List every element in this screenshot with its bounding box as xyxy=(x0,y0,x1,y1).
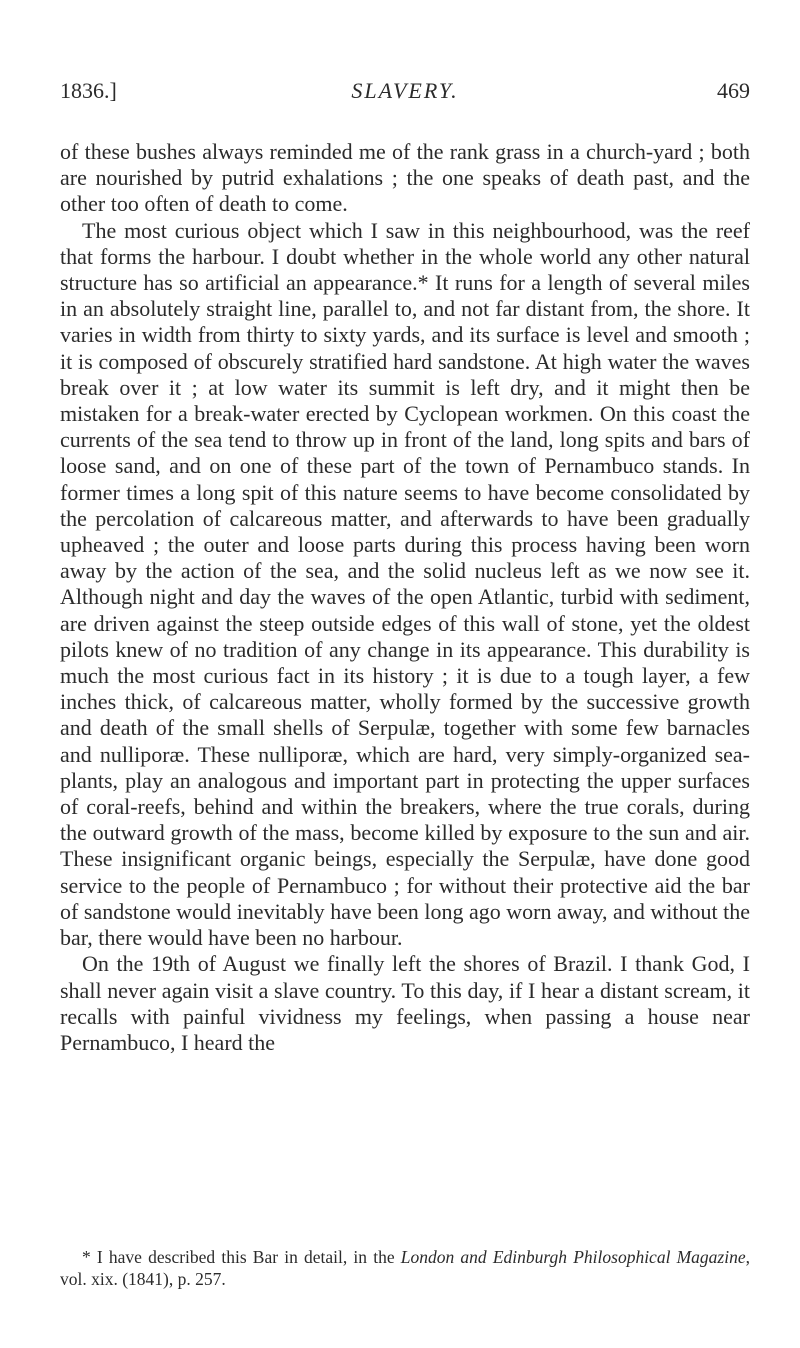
footnote-text-after: , vol. xix. (1841), p. 257. xyxy=(60,1247,750,1289)
footnote-text xyxy=(60,1246,750,1290)
running-header xyxy=(60,78,750,108)
page-number: 469 xyxy=(717,78,750,103)
header-title: SLAVERY. xyxy=(351,78,459,103)
footnote-text-before: * I have described this Bar in detail, in the xyxy=(82,1247,401,1267)
paragraph-departure: On the 19th of August we finally left the shores of Brazil. I thank God, I shall never again visit a slave country. To this day, if I hear a distant scream, it recalls with painful vividness my feelings, when passing a house near Pernambuco, I heard the xyxy=(60,951,750,1055)
body-text xyxy=(60,139,750,1056)
footnote-journal-title: London and Edinburgh Philosophical Magazine xyxy=(400,1247,746,1267)
paragraph-reef: The most curious object which I saw in this neighbourhood, was the reef that forms the harbour. I doubt whether in the whole world any other natural structure has so artificial an appearance.* It runs for a length of several miles in an absolutely straight line, parallel to, and not far distant from, the shore. It varies in width from thirty to sixty yards, and its surface is level and smooth ; it is composed of obscurely stratified hard sandstone. At high water the waves break over it ; at low water its summit is left dry, and it might then be mistaken for a break-water erected by Cyclopean workmen. On this coast the currents of the sea tend to throw up in front of the land, long spits and bars of loose sand, and on one of these part of the town of Pernambuco stands. In former times a long spit of this nature seems to have become consolidated by the percolation of calcareous matter, and afterwards to have been gradually upheaved ; the outer and loose parts during this process having been worn away by the action of the sea, and the solid nucleus left as we now see it. Although night and day the waves of the open Atlantic, turbid with sediment, are driven against the steep outside edges of this wall of stone, yet the oldest pilots knew of no tradition of any change in its appearance. This durability is much the most curious fact in its history ; it is due to a tough layer, a few inches thick, of calcareous matter, wholly formed by the successive growth and death of the small shells of Serpulæ, together with some few barnacles and nulliporæ. These nulliporæ, which are hard, very simply-organized sea-plants, play an analogous and important part in protecting the upper surfaces of coral-reefs, behind and within the breakers, where the true corals, during the outward growth of the mass, become killed by exposure to the sun and air. These insignificant organic beings, especially the Serpulæ, have done good service to the people of Pernambuco ; for without their protective aid the bar of sandstone would inevitably have been long ago worn away, and without the bar, there would have been no harbour. xyxy=(60,217,750,951)
footnote xyxy=(60,1246,750,1290)
paragraph-continued: of these bushes always reminded me of the rank grass in a church-yard ; both are nourished by putrid exhalations ; the one speaks of death past, and the other too often of death to come. xyxy=(60,139,750,217)
header-year: 1836.] xyxy=(60,78,117,103)
